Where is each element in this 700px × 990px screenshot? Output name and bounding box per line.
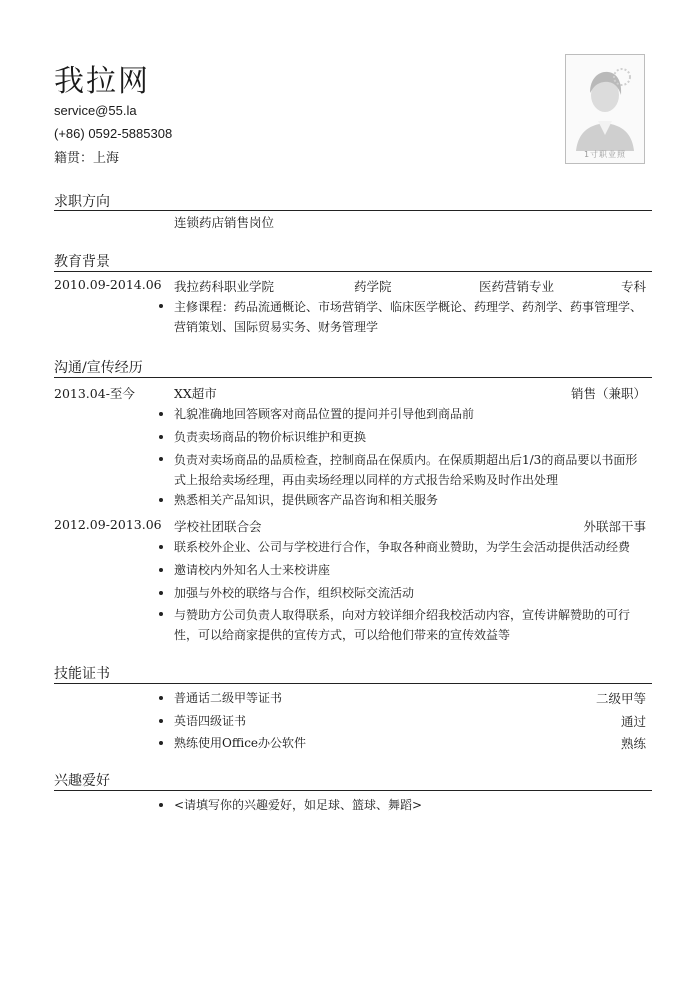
skill-level: 通过 — [620, 714, 646, 729]
skill-name: 熟练使用Office办公软件 — [174, 736, 307, 750]
section-divider — [54, 377, 652, 378]
education-college: 药学院 — [354, 279, 392, 294]
list-item: 礼貌准确地回答顾客对商品位置的提问并引导他到商品前 — [174, 407, 475, 421]
section-title-hobbies: 兴趣爱好 — [54, 773, 110, 789]
list-item: 熟悉相关产品知识，提供顾客产品咨询和相关服务 — [174, 493, 439, 507]
experience-period: 2013.04-至今 — [54, 386, 135, 401]
section-title-education: 教育背景 — [54, 254, 110, 270]
section-title-objective: 求职方向 — [54, 194, 110, 210]
skill-level: 熟练 — [620, 736, 646, 751]
education-courses: 主修课程：药品流通概论、市场营销学、临床医学概论、药理学、药剂学、药事管理学、营销策划、国际贸易实务、财务管理学 — [174, 297, 644, 337]
native-place: 籍贯：上海 — [54, 151, 120, 166]
section-divider — [54, 271, 652, 272]
experience-role: 销售（兼职） — [570, 386, 646, 401]
list-item: 邀请校内外知名人士来校讲座 — [174, 563, 331, 577]
contact-phone: (+86) 0592-5885308 — [54, 126, 173, 141]
list-item: 负责对卖场商品的品质检查，控制商品在保质内。在保质期超出后1/3的商品要以书面形式上报给卖场经理，再由卖场经理以同样的方式报告给采购及时作出处理 — [174, 450, 644, 490]
section-title-skills: 技能证书 — [54, 666, 110, 682]
education-major: 医药营销专业 — [479, 279, 555, 294]
experience-org: XX超市 — [174, 386, 217, 401]
objective-text: 连锁药店销售岗位 — [174, 215, 275, 230]
section-divider — [54, 790, 652, 791]
photo-placeholder — [565, 54, 645, 164]
experience-period: 2012.09-2013.06 — [54, 517, 162, 532]
person-silhouette-icon — [566, 55, 644, 151]
photo-label: 1寸职业照 — [583, 150, 627, 159]
experience-role: 外联部干事 — [583, 519, 646, 534]
hobbies-text: <请填写你的兴趣爱好，如足球、篮球、舞蹈> — [174, 798, 423, 812]
skill-name: 英语四级证书 — [174, 714, 247, 728]
list-item: 负责卖场商品的物价标识维护和更换 — [174, 430, 367, 444]
experience-org: 学校社团联合会 — [174, 519, 262, 534]
skill-name: 普通话二级甲等证书 — [174, 691, 283, 705]
list-item: 与赞助方公司负责人取得联系，向对方较详细介绍我校活动内容，宣传讲解赞助的可行性，可以给商家提供的宣传方式，可以给他们带来的宣传效益等 — [174, 605, 644, 645]
section-divider — [54, 683, 652, 684]
list-item: 加强与外校的联络与合作，组织校际交流活动 — [174, 586, 415, 600]
section-title-experience: 沟通/宣传经历 — [54, 360, 143, 376]
education-degree: 专科 — [620, 279, 646, 294]
contact-email[interactable]: service@55.la — [54, 103, 137, 118]
skill-level: 二级甲等 — [595, 691, 646, 706]
education-school: 我拉药科职业学院 — [174, 279, 275, 294]
section-divider — [54, 210, 652, 211]
candidate-name: 我拉网 — [54, 64, 150, 99]
list-item: 联系校外企业、公司与学校进行合作，争取各种商业赞助，为学生会活动提供活动经费 — [174, 540, 631, 554]
education-period: 2010.09-2014.06 — [54, 277, 162, 292]
